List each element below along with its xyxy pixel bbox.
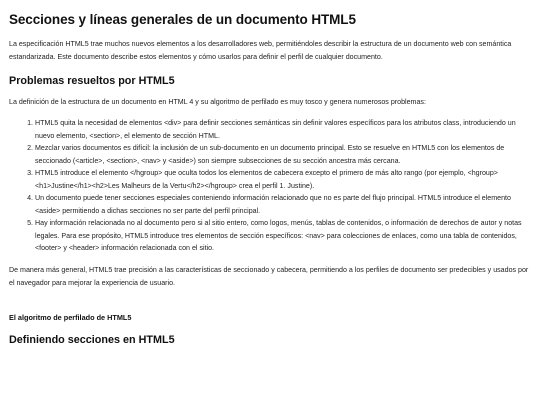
problems-list (9, 117, 530, 255)
section-heading-problems: Problemas resueltos por HTML5 (9, 75, 175, 87)
intro-paragraph: La especificación HTML5 trae muchos nuevos elementos a los desarrolladores web, permitiéndoles describir la estructura de un documento web con semántica estandarizada. Este documento describe estos elementos y cómo usarlos para definir el perfil de cualquier documento. (9, 40, 512, 61)
list-item: 5. Hay información relacionada no al documento pero si al sitio entero, como logos, menús, tablas de contenidos, o información de derechos de autor y notas legales. Para ese propósito, HTML5 introduce tres elementos de sección específicos: <nav> para colecciones de enlaces, como una tabla de contenidos, <footer> y <header> información relacionada con el sitio. (35, 217, 530, 255)
problems-lead-paragraph: La definición de la estructura de un documento en HTML 4 y su algoritmo de perfilado es muy tosco y genera numerosos problemas: (9, 98, 426, 106)
section-heading-outline-algorithm: El algoritmo de perfilado de HTML5 (9, 312, 132, 322)
section-heading-defining-sections: Definiendo secciones en HTML5 (9, 333, 175, 346)
list-item: 3. HTML5 introduce el elemento </hgroup> que oculta todos los elementos de cabecera excepto el primero de más alto rango (por ejemplo, <hgroup><h1>Justine</h1><h2>Les Malheurs de la Vertu</h2></hgroup> crea el perfil 1. Justine). (35, 167, 530, 192)
list-item: 2. Mezclar varios documentos es difícil: la inclusión de un sub-documento en un documento principal. Esto se resuelve en HTML5 con los elementos de seccionado (<article>, <section>, <nav> y <aside>) son siempre subsecciones de su sección ancestra más cercana. (35, 142, 530, 167)
closing-paragraph: De manera más general, HTML5 trae precisión a las características de seccionado y cabecera, permitiendo a los perfiles de documento ser predecibles y usados por el navegador para mejorar la experiencia de usuario. (9, 265, 529, 287)
page-title: Secciones y líneas generales de un documento HTML5 (9, 12, 356, 27)
list-item: 4. Un documento puede tener secciones especiales conteniendo información relacionado que no es parte del flujo principal. HTML5 introduce el elemento <aside> permitiendo a dichas secciones no ser parte del perfil principal. (35, 192, 530, 217)
list-item: 1. HTML5 quita la necesidad de elementos <div> para definir secciones semánticas sin definir valores específicos para los atributos class, introduciendo un nuevo elemento, <section>, el elemento de sección HTML. (35, 117, 530, 142)
